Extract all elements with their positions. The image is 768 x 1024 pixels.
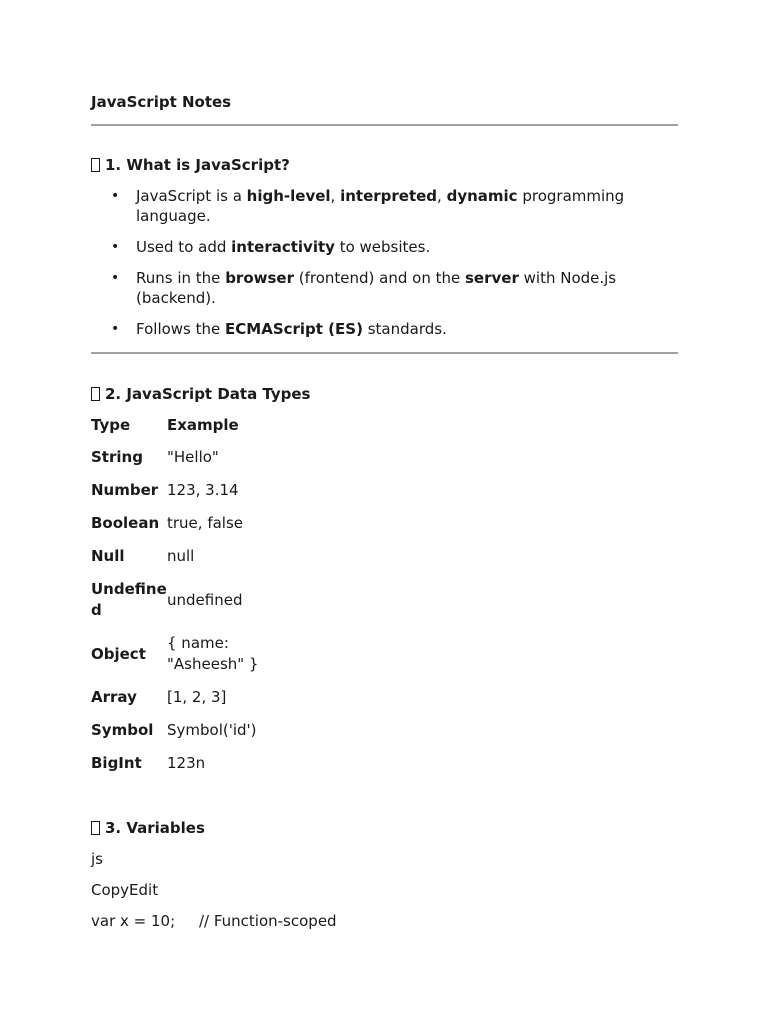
- text: Used to add: [136, 238, 232, 256]
- bullet-item: [91, 319, 678, 339]
- example-cell: 123, 3.14: [167, 481, 239, 499]
- table-row: [91, 441, 267, 474]
- bold-text: interactivity: [231, 238, 335, 256]
- bold-text: server: [465, 269, 519, 287]
- horizontal-divider: [91, 352, 678, 354]
- table-row: [91, 627, 267, 681]
- code-line: var x = 10; // Function-scoped: [91, 912, 337, 930]
- table-row: [91, 573, 267, 627]
- type-cell: String: [91, 448, 143, 466]
- section-heading-what-is-javascript: [91, 155, 290, 175]
- text: ,: [437, 187, 447, 205]
- example-cell: undefined: [167, 590, 243, 609]
- bold-text: ECMAScript (ES): [225, 320, 363, 338]
- table-row: [91, 540, 267, 573]
- data-types-table: [91, 409, 267, 780]
- bullet-item: [91, 237, 678, 257]
- text: to websites.: [334, 238, 431, 256]
- type-cell: Number: [91, 481, 159, 499]
- section-heading-text: 2. JavaScript Data Types: [105, 385, 311, 403]
- example-cell: true, false: [167, 514, 244, 532]
- text: Follows the: [136, 320, 226, 338]
- table-row: [91, 507, 267, 540]
- type-cell: Null: [91, 547, 125, 565]
- document-title: JavaScript Notes: [91, 93, 232, 111]
- missing-glyph-icon: [91, 387, 100, 401]
- section-heading-variables: [91, 818, 205, 838]
- text: ,: [330, 187, 341, 205]
- bullet-item: [91, 186, 678, 226]
- bold-text: browser: [225, 269, 294, 287]
- type-cell: Array: [91, 688, 137, 706]
- text: (frontend) and on the: [293, 269, 465, 287]
- table-row: [91, 474, 267, 507]
- example-cell: [1, 2, 3]: [167, 688, 227, 706]
- example-cell: "Hello": [167, 448, 219, 466]
- type-cell: Boolean: [91, 514, 160, 532]
- bullet-list: [91, 186, 678, 350]
- text: JavaScript is a: [136, 187, 247, 205]
- example-cell: 123n: [167, 754, 206, 772]
- example-cell: null: [167, 547, 195, 565]
- horizontal-divider: [91, 124, 678, 126]
- bold-text: high-level: [246, 187, 331, 205]
- copy-edit-label: CopyEdit: [91, 881, 159, 899]
- text: with Node.js (backend).: [136, 269, 617, 307]
- table-header-row: [91, 409, 267, 441]
- type-cell: Object: [91, 644, 146, 663]
- section-heading-text: 1. What is JavaScript?: [105, 156, 290, 174]
- bold-text: interpreted: [340, 187, 438, 205]
- example-cell: { name: "Asheesh" }: [167, 634, 259, 673]
- table-header-example: Example: [167, 415, 239, 434]
- bullet-item: [91, 268, 678, 308]
- table-row: [91, 747, 267, 780]
- type-cell: Undefined: [91, 580, 167, 619]
- table-row: [91, 714, 267, 747]
- text: standards.: [362, 320, 447, 338]
- type-cell: Symbol: [91, 721, 154, 739]
- text: Runs in the: [136, 269, 226, 287]
- table-row: [91, 681, 267, 714]
- text: programming language.: [136, 187, 625, 225]
- missing-glyph-icon: [91, 158, 100, 172]
- section-heading-text: 3. Variables: [105, 819, 205, 837]
- code-language-label: js: [91, 850, 103, 868]
- table-header-type: Type: [91, 415, 131, 434]
- bold-text: dynamic: [446, 187, 518, 205]
- section-heading-data-types: [91, 384, 310, 404]
- missing-glyph-icon: [91, 821, 100, 835]
- type-cell: BigInt: [91, 754, 142, 772]
- example-cell: Symbol('id'): [167, 721, 257, 739]
